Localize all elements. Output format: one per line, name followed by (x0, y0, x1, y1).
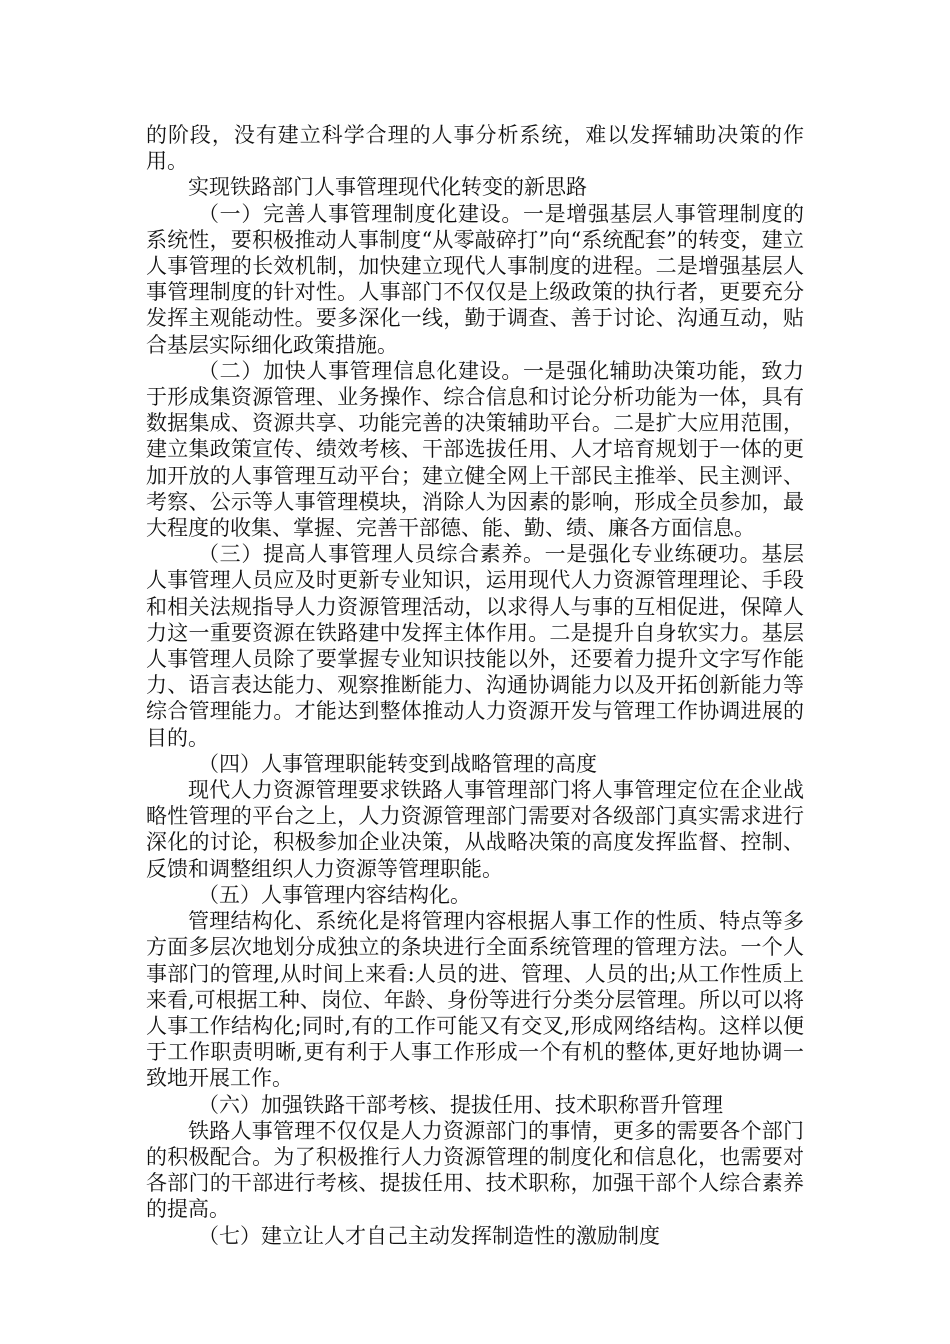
section-heading: 实现铁路部门人事管理现代化转变的新思路 (188, 175, 587, 200)
paragraph-item-4-heading: （四）人事管理职能转变到战略管理的高度 (198, 751, 597, 776)
paragraph-intro-continuation: 的阶段，没有建立科学合理的人事分析系统，难以发挥辅助决策的作用。 (146, 123, 804, 174)
paragraph-item-5-heading: （五）人事管理内容结构化。 (198, 882, 471, 907)
paragraph-item-5-body: 管理结构化、系统化是将管理内容根据人事工作的性质、特点等多方面多层次地划分成独立的条块进行全面系统管理的管理方法。一个人事部门的管理,从时间上来看:人员的进、管理、人员的出;从工作性质上来看,可根据工种、岗位、年龄、身份等进行分类分层管理。所以可以将人事工作结构化;同时,有的工作可能又有交叉,形成网络结构。这样以便于工作职责明晰,更有利于人事工作形成一个有机的整体,更好地协调一致地开展工作。 (146, 909, 804, 1091)
paragraph-item-7-heading: （七）建立让人才自己主动发挥制造性的激励制度 (198, 1223, 660, 1248)
document-body (146, 122, 804, 1249)
paragraph-item-6-heading: （六）加强铁路干部考核、提拔任用、技术职称晋升管理 (198, 1092, 723, 1117)
paragraph-item-2: （二）加快人事管理信息化建设。一是强化辅助决策功能，致力于形成集资源管理、业务操作、综合信息和讨论分析功能为一体，具有数据集成、资源共享、功能完善的决策辅助平台。二是扩大应用范围，建立集政策宣传、绩效考核、干部选拔任用、人才培育规划于一体的更加开放的人事管理互动平台；建立健全网上干部民主推举、民主测评、考察、公示等人事管理模块，消除人为因素的影响，形成全员参加，最大程度的收集、掌握、完善干部德、能、勤、绩、廉各方面信息。 (146, 358, 804, 541)
paragraph-item-3: （三）提高人事管理人员综合素养。一是强化专业练硬功。基层人事管理人员应及时更新专业知识，运用现代人力资源管理理论、手段和相关法规指导人力资源管理活动，以求得人与事的互相促进，保障人力这一重要资源在铁路建中发挥主体作用。二是提升自身软实力。基层人事管理人员除了要掌握专业知识技能以外，还要着力提升文字写作能力、语言表达能力、观察推断能力、沟通协调能力以及开拓创新能力等综合管理能力。才能达到整体推动人力资源开发与管理工作协调进展的目的。 (146, 542, 804, 750)
paragraph-item-1: （一）完善人事管理制度化建设。一是增强基层人事管理制度的系统性，要积极推动人事制度“从零敲碎打”向“系统配套”的转变，建立人事管理的长效机制，加快建立现代人事制度的进程。二是增强基层人事管理制度的针对性。人事部门不仅仅是上级政策的执行者，更要充分发挥主观能动性。要多深化一线，勤于调查、善于讨论、沟通互动，贴合基层实际细化政策措施。 (146, 201, 804, 357)
paragraph-item-4-body: 现代人力资源管理要求铁路人事管理部门将人事管理定位在企业战略性管理的平台之上，人力资源管理部门需要对各级部门真实需求进行深化的讨论，积极参加企业决策，从战略决策的高度发挥监督、控制、反馈和调整组织人力资源等管理职能。 (146, 778, 804, 881)
paragraph-item-6-body: 铁路人事管理不仅仅是人力资源部门的事情，更多的需要各个部门的积极配合。为了积极推行人力资源管理的制度化和信息化，也需要对各部门的干部进行考核、提拔任用、技术职称，加强干部个人综合素养的提高。 (146, 1118, 804, 1222)
